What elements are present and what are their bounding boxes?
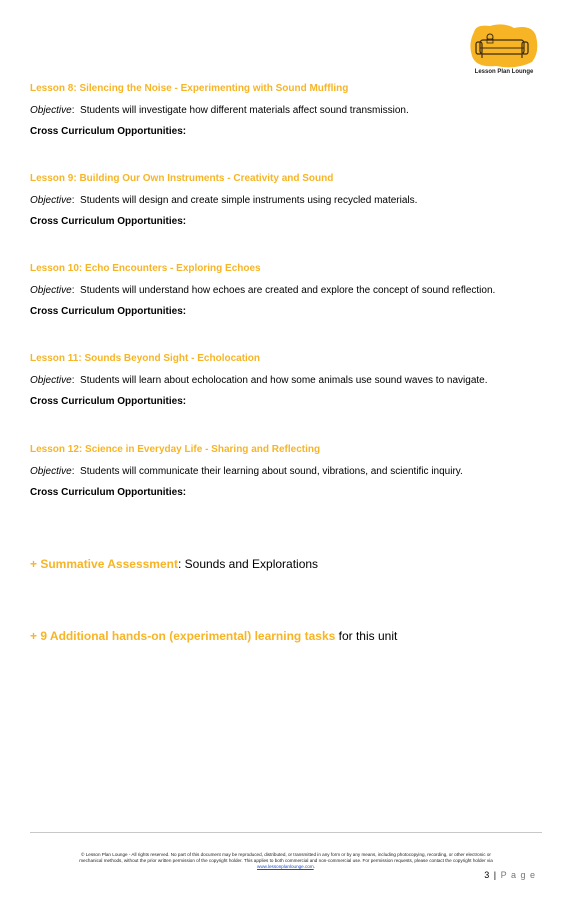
copyright-line-1: © Lesson Plan Lounge - All rights reserved. No part of this document may be reproduced, distributed, or transmitted in any form or by any means, including photocopying, recording, or other electronic or xyxy=(81,852,491,857)
copyright-line-3 xyxy=(30,864,542,870)
cross-curriculum-label: Cross Curriculum Opportunities: xyxy=(30,216,187,227)
additional-tasks-line xyxy=(30,629,397,643)
lesson-objective xyxy=(30,375,488,386)
page-number-value: 3 xyxy=(484,870,491,880)
lesson-block xyxy=(30,263,495,317)
summative-highlight: + Summative Assessment xyxy=(30,557,178,571)
objective-colon: : xyxy=(71,195,81,206)
lesson-title: Lesson 9: Building Our Own Instruments - Creativity and Sound xyxy=(30,173,334,184)
additional-highlight: + 9 Additional hands-on (experimental) learning tasks xyxy=(30,629,336,643)
objective-text: Students will understand how echoes are created and explore the concept of sound reflection. xyxy=(80,285,496,296)
summative-assessment-line xyxy=(30,557,318,571)
lesson-objective xyxy=(30,466,463,477)
lesson-block xyxy=(30,353,488,407)
lesson-objective xyxy=(30,195,417,206)
lesson-block xyxy=(30,173,417,227)
brand-logo xyxy=(466,22,542,82)
summative-rest: : Sounds and Explorations xyxy=(177,557,319,571)
objective-colon: : xyxy=(71,375,81,386)
footer-copyright xyxy=(30,852,542,870)
objective-colon: : xyxy=(71,466,81,477)
cross-curriculum-label: Cross Curriculum Opportunities: xyxy=(30,306,187,317)
objective-colon: : xyxy=(71,105,81,116)
sofa-logo-icon xyxy=(466,22,542,70)
page-number xyxy=(484,870,536,880)
objective-label: Objective xyxy=(30,285,72,296)
website-link[interactable]: www.lessonplanlounge.com xyxy=(257,864,314,869)
brand-name: Lesson Plan Lounge xyxy=(474,69,534,75)
additional-rest: for this unit xyxy=(335,629,398,643)
cross-curriculum-label: Cross Curriculum Opportunities: xyxy=(30,396,187,407)
cross-curriculum-label: Cross Curriculum Opportunities: xyxy=(30,126,187,137)
lesson-objective xyxy=(30,105,409,116)
objective-label: Objective xyxy=(30,105,72,116)
link-suffix: . xyxy=(313,864,315,869)
objective-label: Objective xyxy=(30,375,72,386)
objective-text: Students will design and create simple instruments using recycled materials. xyxy=(80,195,418,206)
copyright-line-2: mechanical methods, without the prior written permission of the copyright holder. This applies to both commercial and non-commercial use. For permission requests, please contact the copyright holder via xyxy=(79,858,493,863)
objective-label: Objective xyxy=(30,195,72,206)
page-word: P a g e xyxy=(500,870,536,880)
objective-label: Objective xyxy=(30,466,72,477)
objective-text: Students will learn about echolocation and how some animals use sound waves to navigate. xyxy=(80,375,488,386)
lesson-title: Lesson 11: Sounds Beyond Sight - Echolocation xyxy=(30,353,261,364)
footer-divider xyxy=(30,832,542,833)
lesson-title: Lesson 12: Science in Everyday Life - Sharing and Reflecting xyxy=(30,444,321,455)
objective-colon: : xyxy=(71,285,81,296)
cross-curriculum-label: Cross Curriculum Opportunities: xyxy=(30,487,187,498)
lesson-block xyxy=(30,83,409,137)
lesson-block xyxy=(30,444,463,498)
objective-text: Students will investigate how different materials affect sound transmission. xyxy=(80,105,409,116)
lesson-title: Lesson 10: Echo Encounters - Exploring Echoes xyxy=(30,263,261,274)
lesson-title: Lesson 8: Silencing the Noise - Experimenting with Sound Muffling xyxy=(30,83,349,94)
objective-text: Students will communicate their learning about sound, vibrations, and scientific inquiry. xyxy=(80,466,463,477)
page-separator: | xyxy=(490,870,501,880)
lesson-objective xyxy=(30,285,495,296)
